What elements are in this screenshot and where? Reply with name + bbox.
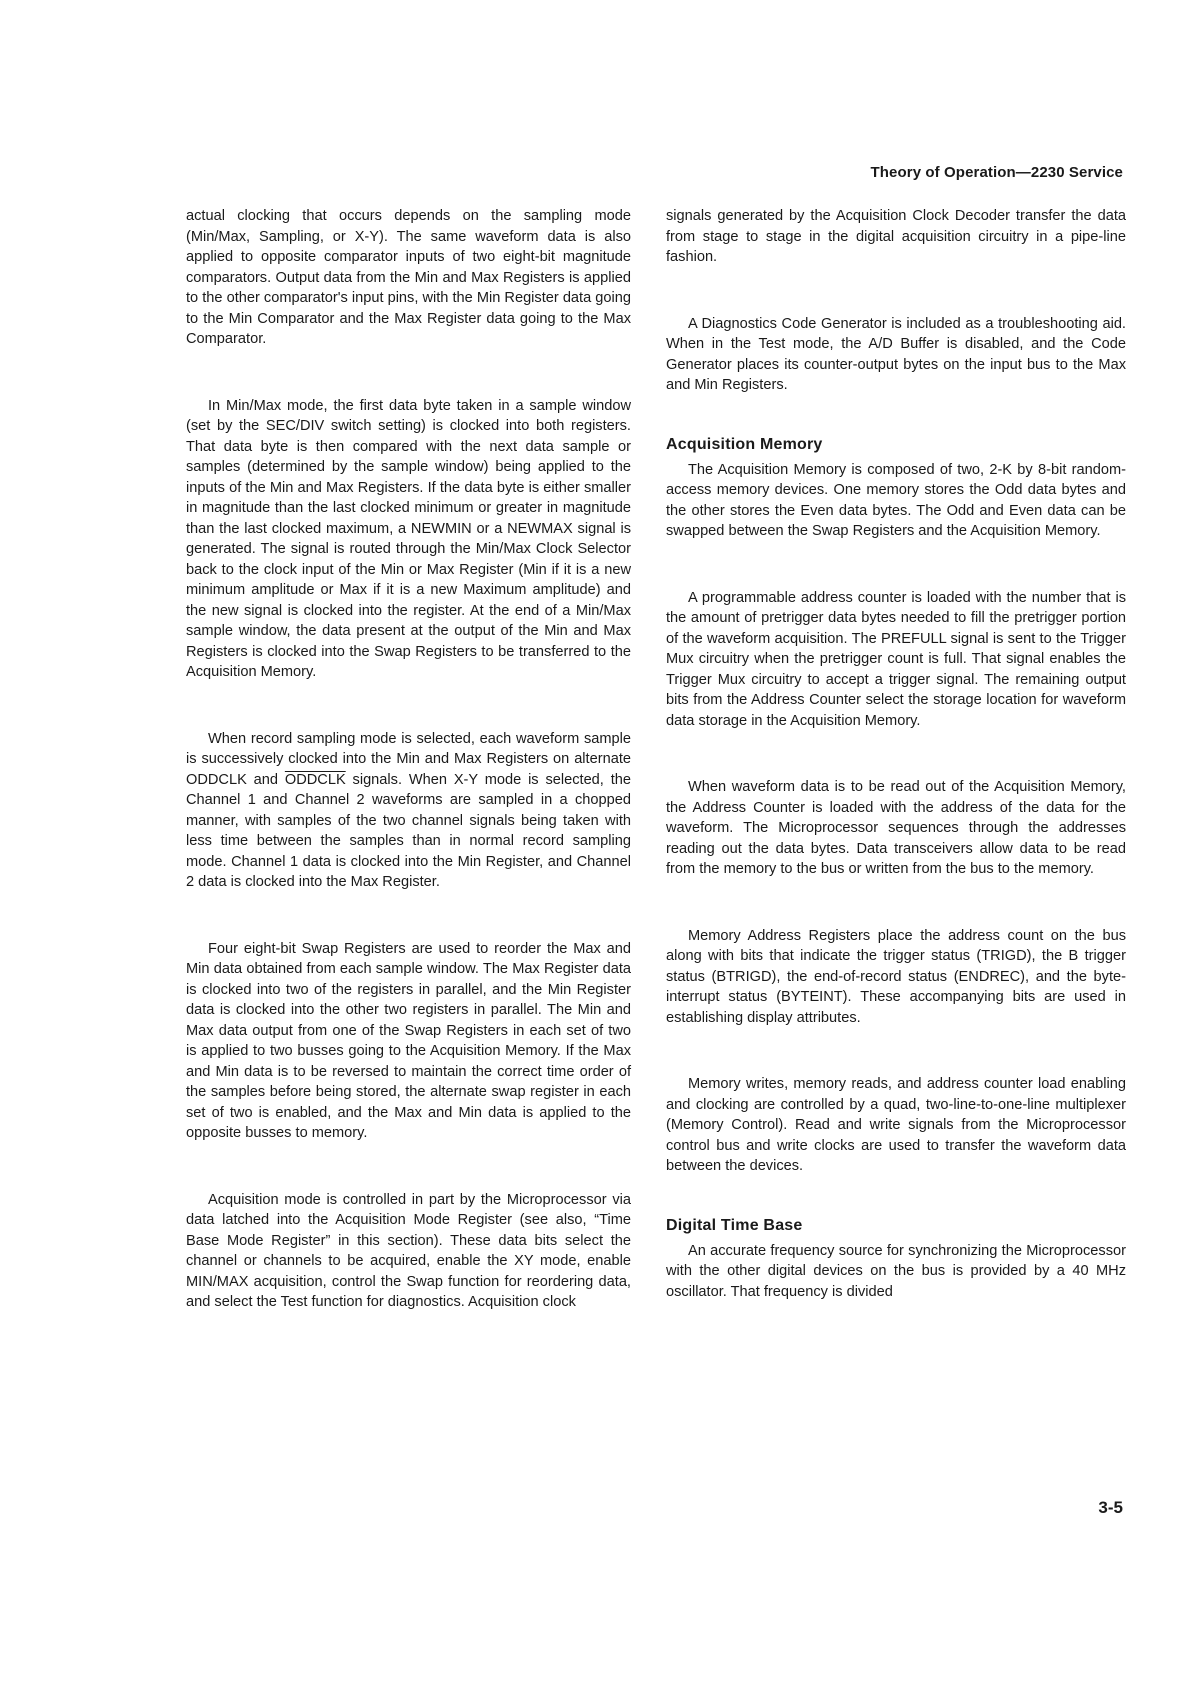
paragraph-address-counter: A programmable address counter is loaded with the number that is the amount of pretrigger data bytes needed to fill the pretrigger portion of the waveform acquisition. The PREFULL signal is sent to the Trigger Mux circuitry when the pretrigger count is full. That signal enables the Trigger Mux circuitry to accept a trigger signal. The remaining output bits from the Address Counter select the storage location for waveform data storage in the Acquisition Memory. xyxy=(666,589,1126,729)
record-sampling-text-start: When record sampling mode is selected, each waveform sample is successively clocked into the Min and Max Registers on alternate ODDCLK and xyxy=(186,730,631,788)
record-sampling-text-end: signals. When X-Y mode is selected, the Channel 1 and Channel 2 waveforms are sampled in a chopped manner, with samples of the two channel signals being taken with less time between the samples than in normal record sampling mode. Channel 1 data is clocked into the Min Register, and Channel 2 data is clocked into the Max Register. xyxy=(186,771,631,890)
page-number: 3-5 xyxy=(1098,1498,1123,1517)
paragraph-memory-readout: When waveform data is to be read out of the Acquisition Memory, the Address Counter is loaded with the address of the data for the waveform. The Microprocessor sequences through the addresses reading out the data bytes. Data transceivers allow data to be read from the memory to the bus or written from the bus to the memory. xyxy=(666,779,1126,877)
paragraph-diagnostics: A Diagnostics Code Generator is included as a troubleshooting aid. When in the Test mode, the A/D Buffer is disabled, and the Code Generator places its counter-output bytes on the input bus to the Max and Min Registers. xyxy=(666,315,1126,393)
paragraph-memory-composition: The Acquisition Memory is composed of two, 2-K by 8-bit random-access memory devices. One memory stores the Odd data bytes and the other stores the Even data bytes. The Odd and Even data can be swapped between the Swap Registers and the Acquisition Memory. xyxy=(666,461,1126,539)
paragraph-record-sampling xyxy=(186,729,631,893)
running-header: Theory of Operation—2230 Service xyxy=(870,164,1123,181)
heading-digital-time-base: Digital Time Base xyxy=(666,1216,803,1234)
paragraph-min-max-mode: In Min/Max mode, the first data byte taken in a sample window (set by the SEC/DIV switch setting) is clocked into both registers. That data byte is then compared with the next data sample or samples (determined by the sample window) being applied to the inputs of the Min and Max Registers. If the data byte is either smaller in magnitude than the last clocked minimum or greater in magnitude than the last clocked maximum, a NEWMIN or a NEWMAX signal is generated. The signal is routed through the Min/Max Clock Selector back to the clock input of the Min or Max Register (Min if it is a new minimum amplitude or Max if it is a new Maximum amplitude) and the new signal is clocked into the register. At the end of a Min/Max sample window, the data present at the output of the Min and Max Registers is clocked into the Swap Registers to be transferred to the Acquisition Memory. xyxy=(186,397,631,680)
right-column xyxy=(666,206,1126,1302)
heading-acquisition-memory: Acquisition Memory xyxy=(666,435,823,453)
paragraph-comparators: actual clocking that occurs depends on the sampling mode (Min/Max, Sampling, or X-Y). The same waveform data is also applied to opposite comparator inputs of two eight-bit magnitude comparators. Output data from the Min and Max Registers is applied to the other comparator's input pins, with the Min Register data going to the Min Comparator and the Max Register data going to the Max Comparator. xyxy=(186,208,631,347)
paragraph-swap-registers: Four eight-bit Swap Registers are used to reorder the Max and Min data obtained from each sample window. The Max Register data is clocked into two of the registers in parallel, and the Min Register data is clocked into the other two registers in parallel. The Min and Max data output from one of the Swap Registers in each set of two is applied to two busses going to the Acquisition Memory. If the Max and Min data is to be reversed to maintain the correct time order of the samples before being stored, the alternate swap register in each set of two is enabled, and the Max and Min data is applied to the opposite busses to memory. xyxy=(186,940,631,1141)
paragraph-clock-decoder: signals generated by the Acquisition Clock Decoder transfer the data from stage to stage in the digital acquisition circuitry in a pipe-line fashion. xyxy=(666,208,1126,265)
paragraph-address-registers: Memory Address Registers place the address count on the bus along with bits that indicate the trigger status (TRIGD), the B trigger status (BTRIGD), the end-of-record status (ENDREC), and the byte-interrupt status (BYTEINT). These accompanying bits are used in establishing display attributes. xyxy=(666,927,1126,1026)
paragraph-memory-control: Memory writes, memory reads, and address counter load enabling and clocking are controlled by a quad, two-line-to-one-line multiplexer (Memory Control). Read and write signals from the Microprocessor control bus and write clocks are used to transfer the waveform data between the devices. xyxy=(666,1076,1126,1174)
paragraph-oscillator: An accurate frequency source for synchronizing the Microprocessor with the other digital devices on the bus is provided by a 40 MHz oscillator. That frequency is divided xyxy=(666,1242,1126,1300)
paragraph-acquisition-mode: Acquisition mode is controlled in part by the Microprocessor via data latched into the Acquisition Mode Register (see also, “Time Base Mode Register” in this section). These data bits select the channel or channels to be acquired, enable the XY mode, enable MIN/MAX acquisition, control the Swap function for reordering data, and select the Test function for diagnostics. Acquisition clock xyxy=(186,1191,631,1310)
oddclk-inverted-signal: ODDCLK xyxy=(284,771,346,788)
left-column xyxy=(186,206,631,1313)
